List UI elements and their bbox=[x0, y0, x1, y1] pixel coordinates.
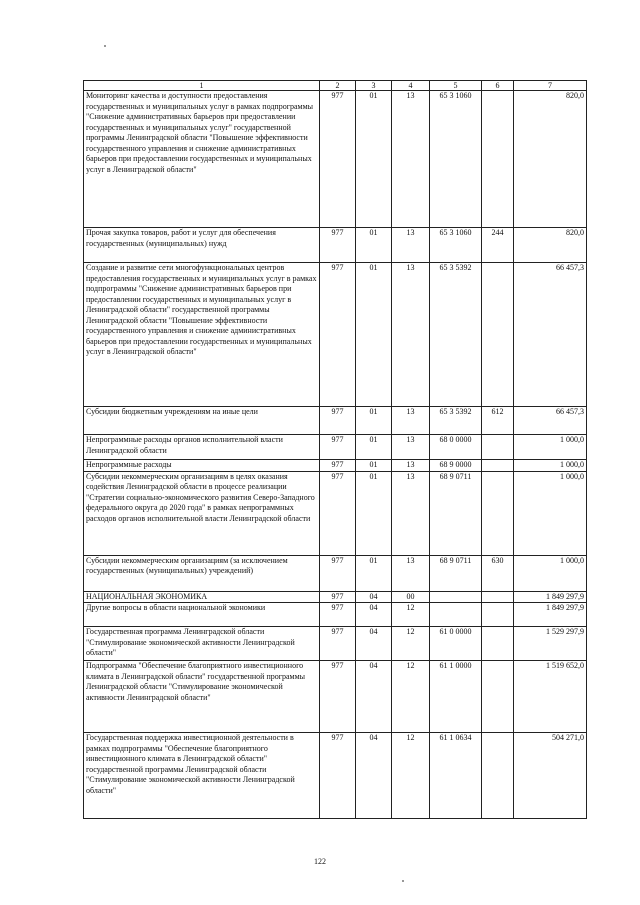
column-header: 2 bbox=[320, 81, 356, 91]
cell-subsection: 12 bbox=[392, 661, 430, 733]
cell-type: 612 bbox=[482, 407, 514, 435]
cell-amount: 1 000,0 bbox=[514, 435, 587, 460]
cell-code: 977 bbox=[320, 591, 356, 603]
table-row bbox=[84, 661, 587, 733]
cell-subsection: 13 bbox=[392, 263, 430, 407]
cell-code: 977 bbox=[320, 460, 356, 472]
cell-code: 977 bbox=[320, 627, 356, 661]
table-row bbox=[84, 627, 587, 661]
cell-amount: 66 457,3 bbox=[514, 407, 587, 435]
cell-amount: 1 000,0 bbox=[514, 555, 587, 591]
cell-amount: 1 000,0 bbox=[514, 471, 587, 555]
row-name: Непрограммные расходы bbox=[84, 460, 320, 472]
cell-section: 01 bbox=[356, 228, 392, 263]
cell-target bbox=[430, 603, 482, 627]
table-row bbox=[84, 555, 587, 591]
cell-amount: 820,0 bbox=[514, 91, 587, 228]
cell-amount: 820,0 bbox=[514, 228, 587, 263]
table-row bbox=[84, 591, 587, 603]
cell-section: 04 bbox=[356, 591, 392, 603]
cell-code: 977 bbox=[320, 263, 356, 407]
table-row bbox=[84, 733, 587, 819]
table-row bbox=[84, 228, 587, 263]
cell-subsection: 13 bbox=[392, 228, 430, 263]
cell-target: 65 3 1060 bbox=[430, 228, 482, 263]
row-name: Непрограммные расходы органов исполнительной власти Ленинградской области bbox=[84, 435, 320, 460]
cell-target: 65 3 5392 bbox=[430, 407, 482, 435]
cell-type bbox=[482, 733, 514, 819]
row-name: Создание и развитие сети многофункциональных центров предоставления государственных и муниципальных услуг в рамках подпрограммы "Снижение административных барьеров при предоставлении государственных и муниципальных услуг в Ленинградской области" государственной программы Ленинградской области "Повышение эффективности государственного управления и снижение административных барьеров при предоставлении государственных и муниципальных услуг в Ленинградской области" bbox=[84, 263, 320, 407]
cell-target: 65 3 1060 bbox=[430, 91, 482, 228]
cell-amount: 1 000,0 bbox=[514, 460, 587, 472]
column-header: 6 bbox=[482, 81, 514, 91]
header-row bbox=[84, 81, 587, 91]
row-name: Государственная поддержка инвестиционной деятельности в рамках подпрограммы "Обеспечение благоприятного инвестиционного климата в Ленинградской области" государственной программы Ленинградской области "Стимулирование экономической активности Ленинградской области" bbox=[84, 733, 320, 819]
cell-target: 68 9 0711 bbox=[430, 471, 482, 555]
table-row bbox=[84, 91, 587, 228]
cell-section: 01 bbox=[356, 407, 392, 435]
cell-section: 01 bbox=[356, 263, 392, 407]
row-name: Подпрограмма "Обеспечение благоприятного инвестиционного климата в Ленинградской области" государственной программы Ленинградской области "Стимулирование экономической активности Ленинградской области" bbox=[84, 661, 320, 733]
column-header: 7 bbox=[514, 81, 587, 91]
cell-section: 01 bbox=[356, 91, 392, 228]
cell-code: 977 bbox=[320, 555, 356, 591]
cell-section: 04 bbox=[356, 627, 392, 661]
row-name: НАЦИОНАЛЬНАЯ ЭКОНОМИКА bbox=[84, 591, 320, 603]
cell-section: 04 bbox=[356, 603, 392, 627]
cell-code: 977 bbox=[320, 471, 356, 555]
cell-target: 68 9 0711 bbox=[430, 555, 482, 591]
table-row bbox=[84, 263, 587, 407]
cell-amount: 66 457,3 bbox=[514, 263, 587, 407]
row-name: Субсидии некоммерческим организациям (за исключением государственных (муниципальных) учреждений) bbox=[84, 555, 320, 591]
scan-speck bbox=[104, 45, 106, 47]
table-row bbox=[84, 407, 587, 435]
cell-amount: 1 529 297,9 bbox=[514, 627, 587, 661]
cell-type bbox=[482, 263, 514, 407]
cell-section: 01 bbox=[356, 460, 392, 472]
table-row bbox=[84, 460, 587, 472]
column-header: 4 bbox=[392, 81, 430, 91]
row-name: Субсидии бюджетным учреждениям на иные цели bbox=[84, 407, 320, 435]
cell-type: 630 bbox=[482, 555, 514, 591]
cell-type bbox=[482, 591, 514, 603]
cell-code: 977 bbox=[320, 603, 356, 627]
table-row bbox=[84, 435, 587, 460]
cell-type bbox=[482, 471, 514, 555]
cell-section: 04 bbox=[356, 661, 392, 733]
cell-target: 61 1 0000 bbox=[430, 661, 482, 733]
column-header: 5 bbox=[430, 81, 482, 91]
cell-type bbox=[482, 603, 514, 627]
column-header: 1 bbox=[84, 81, 320, 91]
cell-target: 61 1 0634 bbox=[430, 733, 482, 819]
page-number: 122 bbox=[314, 857, 326, 866]
cell-target: 68 9 0000 bbox=[430, 460, 482, 472]
column-header: 3 bbox=[356, 81, 392, 91]
cell-subsection: 12 bbox=[392, 603, 430, 627]
cell-code: 977 bbox=[320, 661, 356, 733]
cell-section: 04 bbox=[356, 733, 392, 819]
cell-type bbox=[482, 91, 514, 228]
cell-section: 01 bbox=[356, 555, 392, 591]
row-name: Государственная программа Ленинградской области "Стимулирование экономической активности Ленинградской области" bbox=[84, 627, 320, 661]
cell-code: 977 bbox=[320, 733, 356, 819]
cell-subsection: 13 bbox=[392, 555, 430, 591]
cell-type: 244 bbox=[482, 228, 514, 263]
scan-speck bbox=[402, 880, 404, 882]
cell-code: 977 bbox=[320, 407, 356, 435]
cell-type bbox=[482, 661, 514, 733]
cell-subsection: 13 bbox=[392, 435, 430, 460]
cell-amount: 1 849 297,9 bbox=[514, 591, 587, 603]
cell-section: 01 bbox=[356, 471, 392, 555]
cell-subsection: 13 bbox=[392, 471, 430, 555]
cell-subsection: 12 bbox=[392, 733, 430, 819]
cell-target: 61 0 0000 bbox=[430, 627, 482, 661]
cell-code: 977 bbox=[320, 91, 356, 228]
row-name: Прочая закупка товаров, работ и услуг для обеспечения государственных (муниципальных) нужд bbox=[84, 228, 320, 263]
row-name: Мониторинг качества и доступности предоставления государственных и муниципальных услуг в рамках подпрограммы "Снижение административных барьеров при предоставлении государственных и муниципальных услуг" государственной программы Ленинградской области "Повышение эффективности государственного управления и снижение административных барьеров при предоставлении государственных и муниципальных услуг в Ленинградской области" bbox=[84, 91, 320, 228]
row-name: Другие вопросы в области национальной экономики bbox=[84, 603, 320, 627]
cell-subsection: 13 bbox=[392, 460, 430, 472]
cell-subsection: 13 bbox=[392, 91, 430, 228]
cell-type bbox=[482, 460, 514, 472]
cell-target: 68 0 0000 bbox=[430, 435, 482, 460]
cell-amount: 504 271,0 bbox=[514, 733, 587, 819]
cell-amount: 1 519 652,0 bbox=[514, 661, 587, 733]
cell-subsection: 12 bbox=[392, 627, 430, 661]
budget-table bbox=[83, 80, 587, 819]
table-row bbox=[84, 603, 587, 627]
cell-code: 977 bbox=[320, 435, 356, 460]
row-name: Субсидии некоммерческим организациям в целях оказания содействия Ленинградской области в процессе реализации "Стратегии социально-экономического развития Северо-Западного федерального округа до 2020 года" в рамках непрограммных расходов органов исполнительной власти Ленинградской области bbox=[84, 471, 320, 555]
cell-target bbox=[430, 591, 482, 603]
cell-subsection: 00 bbox=[392, 591, 430, 603]
cell-section: 01 bbox=[356, 435, 392, 460]
cell-type bbox=[482, 627, 514, 661]
cell-amount: 1 849 297,9 bbox=[514, 603, 587, 627]
table-row bbox=[84, 471, 587, 555]
cell-type bbox=[482, 435, 514, 460]
cell-code: 977 bbox=[320, 228, 356, 263]
cell-subsection: 13 bbox=[392, 407, 430, 435]
cell-target: 65 3 5392 bbox=[430, 263, 482, 407]
